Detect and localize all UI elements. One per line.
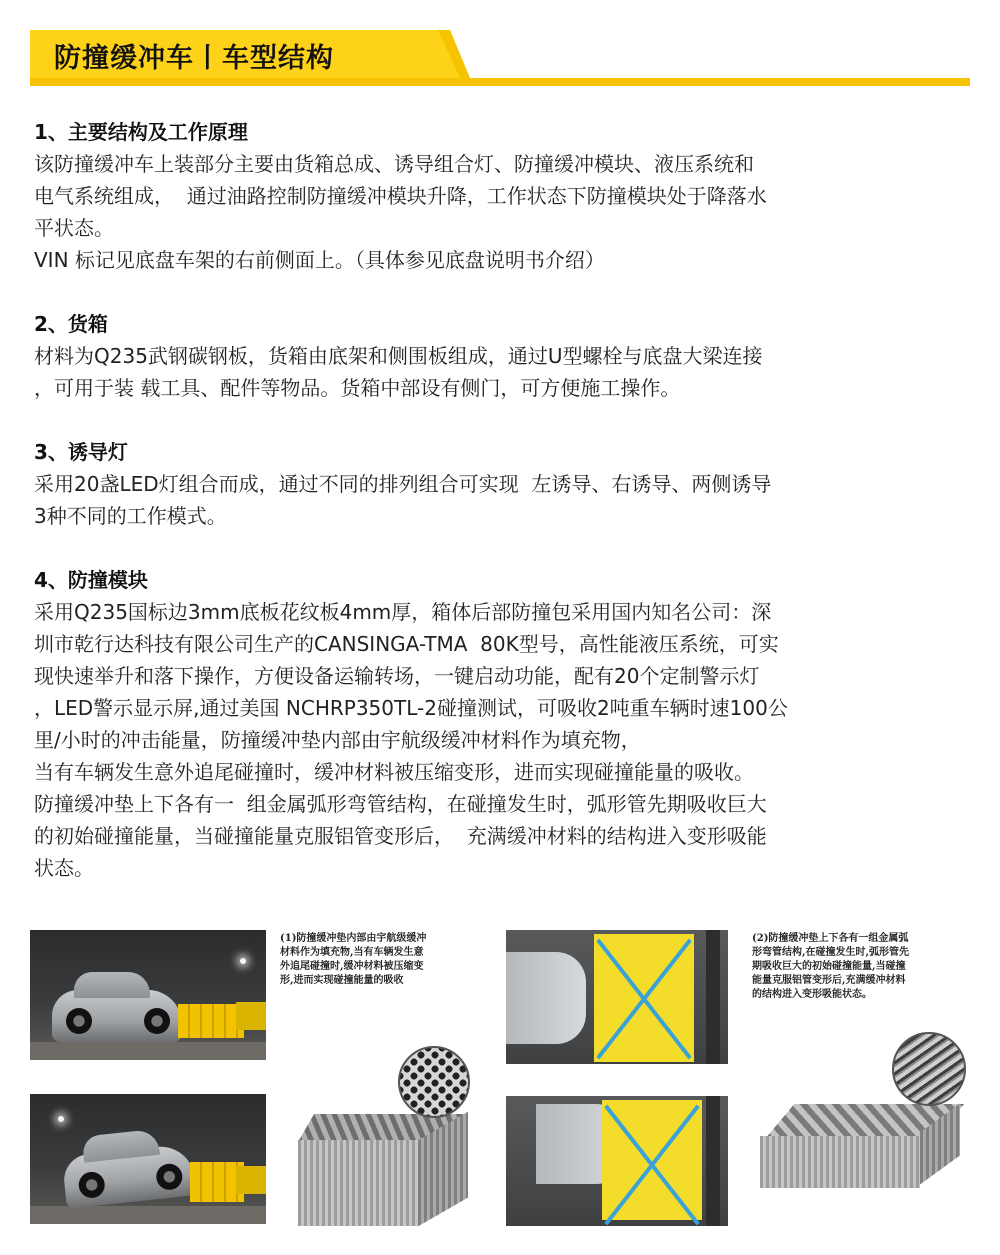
wheel	[66, 1008, 92, 1034]
test-car	[52, 990, 182, 1042]
crash-test-photo-before	[30, 930, 266, 1060]
impact-topview-photo-before	[506, 930, 728, 1064]
car-front	[506, 952, 586, 1044]
light-flare	[58, 1116, 64, 1122]
block-front	[760, 1136, 920, 1188]
section-title: 4、防撞模块	[34, 568, 148, 592]
section-title: 3、诱导灯	[34, 440, 128, 464]
wheel	[144, 1008, 170, 1034]
cushion-pad	[594, 934, 694, 1062]
truck-body	[236, 1002, 266, 1030]
crash-test-photo-impact	[30, 1094, 266, 1224]
wheel	[77, 1171, 106, 1200]
light-flare	[240, 958, 246, 964]
truck-body	[236, 1166, 266, 1194]
side-rail	[706, 930, 720, 1064]
content-body	[34, 116, 974, 916]
section-header	[30, 30, 970, 86]
tube-zoom-icon	[892, 1032, 966, 1106]
section-crash-module	[34, 564, 974, 884]
test-car	[62, 1143, 197, 1208]
section-cargo-box	[34, 308, 974, 404]
section-guide-light	[34, 436, 974, 532]
tube-block-image	[760, 1104, 970, 1204]
crash-cushion	[178, 1004, 244, 1038]
section-body: 材料为Q235武钢碳钢板，货箱由底架和侧围板组成，通过U型螺栓与底盘大梁连接 ，可用于装 载工具、配件等物品。货箱中部设有侧门，可方便施工操作。	[34, 344, 763, 400]
floor	[30, 1042, 266, 1060]
honeycomb-block-image	[298, 1088, 488, 1228]
honeycomb-zoom-icon	[398, 1046, 470, 1118]
figure-caption-right: (2)防撞缓冲垫上下各有一组金属弧 形弯管结构,在碰撞发生时,弧形管先 期吸收巨大的初始碰撞能量,当碰撞 能量克服铝管变形后,充满缓冲材料 的结构进入变形吸能状态。	[752, 933, 909, 1000]
side-rail	[706, 1096, 720, 1226]
page-title: 防撞缓冲车丨车型结构	[54, 43, 334, 74]
figure-caption-left: (1)防撞缓冲垫内部由宇航级缓冲 材料作为填充物,当有车辆发生意 外追尾碰撞时,缓冲材料被压缩变 形,进而实现碰撞能量的吸收	[280, 933, 427, 986]
section-body: 该防撞缓冲车上装部分主要由货箱总成、诱导组合灯、防撞缓冲模块、液压系统和 电气系统组成， 通过油路控制防撞缓冲模块升降，工作状态下防撞模块处于降落水 平状态。 VIN 标记见底盘车架的右前侧面上。（具体参见底盘说明书介绍）	[34, 152, 767, 272]
section-body: 采用Q235国标边3mm底板花纹板4mm厚，箱体后部防撞包采用国内知名公司：深 圳市乾行达科技有限公司生产的CANSINGA-TMA 80K型号，高性能液压系统，可实 现快速举升和落下操作，方便设备运输转场，一键启动功能，配有20个定制警示灯 ，LED警示显示屏,通过美国 NCHRP350TL-2碰撞测试，可吸收2吨重车辆时速100公 里/小时的冲击能量，防撞缓冲垫内部由宇航级缓冲材料作为填充物， 当有车辆发生意外追尾碰撞时，缓冲材料被压缩变形，进而实现碰撞能量的吸收。 防撞缓冲垫上下各有一 组金属弧形弯管结构，在碰撞发生时，弧形管先期吸收巨大 的初始碰撞能量，当碰撞能量克服铝管变形后， 充满缓冲材料的结构进入变形吸能 状态。	[34, 600, 788, 880]
section-title: 1、主要结构及工作原理	[34, 120, 248, 144]
section-body: 采用20盏LED灯组合而成，通过不同的排列组合可实现 左诱导、右诱导、两侧诱导 3种不同的工作模式。	[34, 472, 772, 528]
figure-panel	[0, 928, 1000, 1228]
section-main-structure	[34, 116, 974, 276]
floor	[30, 1206, 266, 1224]
cushion-pad	[602, 1100, 702, 1220]
wheel	[155, 1163, 184, 1192]
block-front	[298, 1140, 418, 1226]
section-title: 2、货箱	[34, 312, 108, 336]
impact-topview-photo-after	[506, 1096, 728, 1226]
